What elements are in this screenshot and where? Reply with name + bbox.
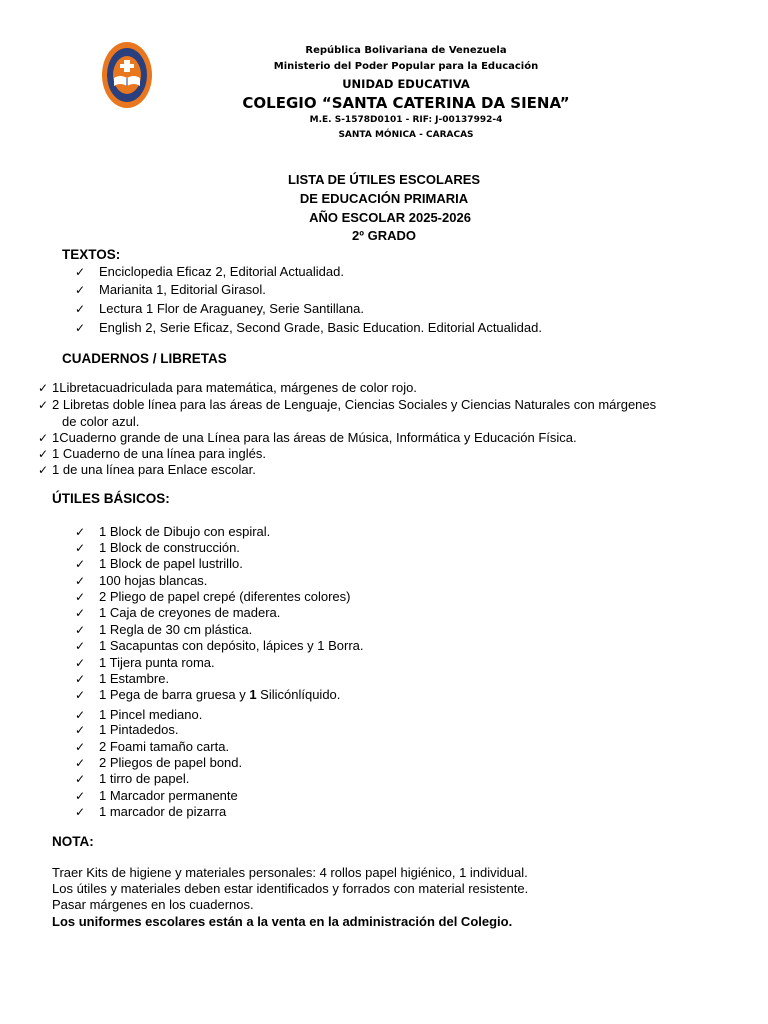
check-icon: ✓ (75, 525, 86, 539)
list-item: ✓ 1 Pincel mediano. (75, 707, 203, 722)
check-icon: ✓ (38, 381, 49, 395)
nota-line-3: Pasar márgenes en los cuadernos. (52, 897, 254, 912)
check-icon: ✓ (75, 756, 86, 770)
list-item: ✓ 1 Estambre. (75, 671, 170, 686)
nota-line-4: Los uniformes escolares están a la venta en la administración del Colegio. (52, 914, 513, 929)
list-item: ✓ 1Cuaderno grande de una Línea para las áreas de Música, Informática y Educación Física. (38, 430, 577, 445)
check-icon: ✓ (75, 723, 86, 737)
nota-line-2: Los útiles y materiales deben estar identificados y forrados con material resistente. (52, 881, 529, 896)
list-item-continuation: de color azul. (62, 414, 140, 429)
list-item: ✓ 2 Pliego de papel crepé (diferentes colores) (75, 589, 351, 604)
check-icon: ✓ (75, 740, 86, 754)
nota-line-1: Traer Kits de higiene y materiales personales: 4 rollos papel higiénico, 1 individual. (52, 865, 528, 880)
list-item: ✓ 100 hojas blancas. (75, 573, 208, 588)
republic-line: República Bolivariana de Venezuela (305, 45, 507, 56)
list-item: ✓ 1 tirro de papel. (75, 771, 190, 786)
check-icon: ✓ (75, 574, 86, 588)
list-item: ✓ 1Libretacuadriculada para matemática, márgenes de color rojo. (38, 380, 417, 395)
check-icon: ✓ (75, 321, 86, 335)
list-item: ✓ 1 Block de construcción. (75, 540, 240, 555)
list-item: ✓ 1 Block de Dibujo con espiral. (75, 524, 271, 539)
list-item: ✓ 2 Foami tamaño carta. (75, 739, 230, 754)
title-line-3: AÑO ESCOLAR 2025-2026 (309, 210, 471, 225)
list-item: ✓ 2 Libretas doble línea para las áreas de Lenguaje, Ciencias Sociales y Ciencias Naturales con márgenes (38, 397, 657, 412)
check-icon: ✓ (75, 688, 86, 702)
title-line-2: DE EDUCACIÓN PRIMARIA (299, 191, 469, 206)
check-icon: ✓ (38, 463, 49, 477)
check-icon: ✓ (75, 283, 86, 297)
check-icon: ✓ (75, 772, 86, 786)
list-item: ✓ 1 Pintadedos. (75, 722, 179, 737)
textos-heading: TEXTOS: (62, 247, 121, 262)
check-icon: ✓ (75, 789, 86, 803)
check-icon: ✓ (75, 606, 86, 620)
list-item: ✓ 1 Pega de barra gruesa y 1 Silicónlíquido. (75, 687, 341, 702)
check-icon: ✓ (75, 590, 86, 604)
check-icon: ✓ (38, 398, 49, 412)
check-icon: ✓ (75, 541, 86, 555)
school-location: SANTA MÓNICA - CARACAS (338, 130, 474, 140)
list-item: ✓ 1 Block de papel lustrillo. (75, 556, 243, 571)
check-icon: ✓ (75, 672, 86, 686)
list-item: ✓ 1 de una línea para Enlace escolar. (38, 462, 256, 477)
list-item: ✓ 1 Cuaderno de una línea para inglés. (38, 446, 266, 461)
list-item: ✓ 1 marcador de pizarra (75, 804, 227, 819)
check-icon: ✓ (75, 805, 86, 819)
list-item: ✓ 1 Regla de 30 cm plástica. (75, 622, 253, 637)
title-line-1: LISTA DE ÚTILES ESCOLARES (287, 172, 481, 187)
check-icon: ✓ (75, 623, 86, 637)
check-icon: ✓ (75, 708, 86, 722)
list-item: ✓ Enciclopedia Eficaz 2, Editorial Actualidad. (75, 264, 344, 279)
utiles-heading: ÚTILES BÁSICOS: (52, 491, 170, 506)
nota-heading: NOTA: (52, 834, 94, 849)
cuadernos-heading: CUADERNOS / LIBRETAS (62, 351, 227, 366)
check-icon: ✓ (75, 656, 86, 670)
list-item: ✓ English 2, Serie Eficaz, Second Grade, Basic Education. Editorial Actualidad. (75, 320, 542, 335)
list-item: ✓ 2 Pliegos de papel bond. (75, 755, 243, 770)
unit-line: UNIDAD EDUCATIVA (342, 77, 470, 91)
list-item: ✓ 1 Marcador permanente (75, 788, 238, 803)
list-item: ✓ Lectura 1 Flor de Araguaney, Serie Santillana. (75, 301, 364, 316)
list-item: ✓ 1 Sacapuntas con depósito, lápices y 1 Borra. (75, 638, 364, 653)
list-item: ✓ 1 Tijera punta roma. (75, 655, 215, 670)
check-icon: ✓ (75, 265, 86, 279)
list-item: ✓ Marianita 1, Editorial Girasol. (75, 282, 266, 297)
check-icon: ✓ (75, 639, 86, 653)
check-icon: ✓ (75, 557, 86, 571)
school-codes: M.E. S-1578D0101 - RIF: J-00137992-4 (309, 115, 503, 125)
school-name: COLEGIO “SANTA CATERINA DA SIENA” (242, 94, 570, 112)
check-icon: ✓ (75, 302, 86, 316)
title-line-4: 2º GRADO (352, 228, 416, 243)
check-icon: ✓ (38, 447, 49, 461)
list-item: ✓ 1 Caja de creyones de madera. (75, 605, 281, 620)
check-icon: ✓ (38, 431, 49, 445)
ministry-line: Ministerio del Poder Popular para la Educación (273, 61, 539, 72)
